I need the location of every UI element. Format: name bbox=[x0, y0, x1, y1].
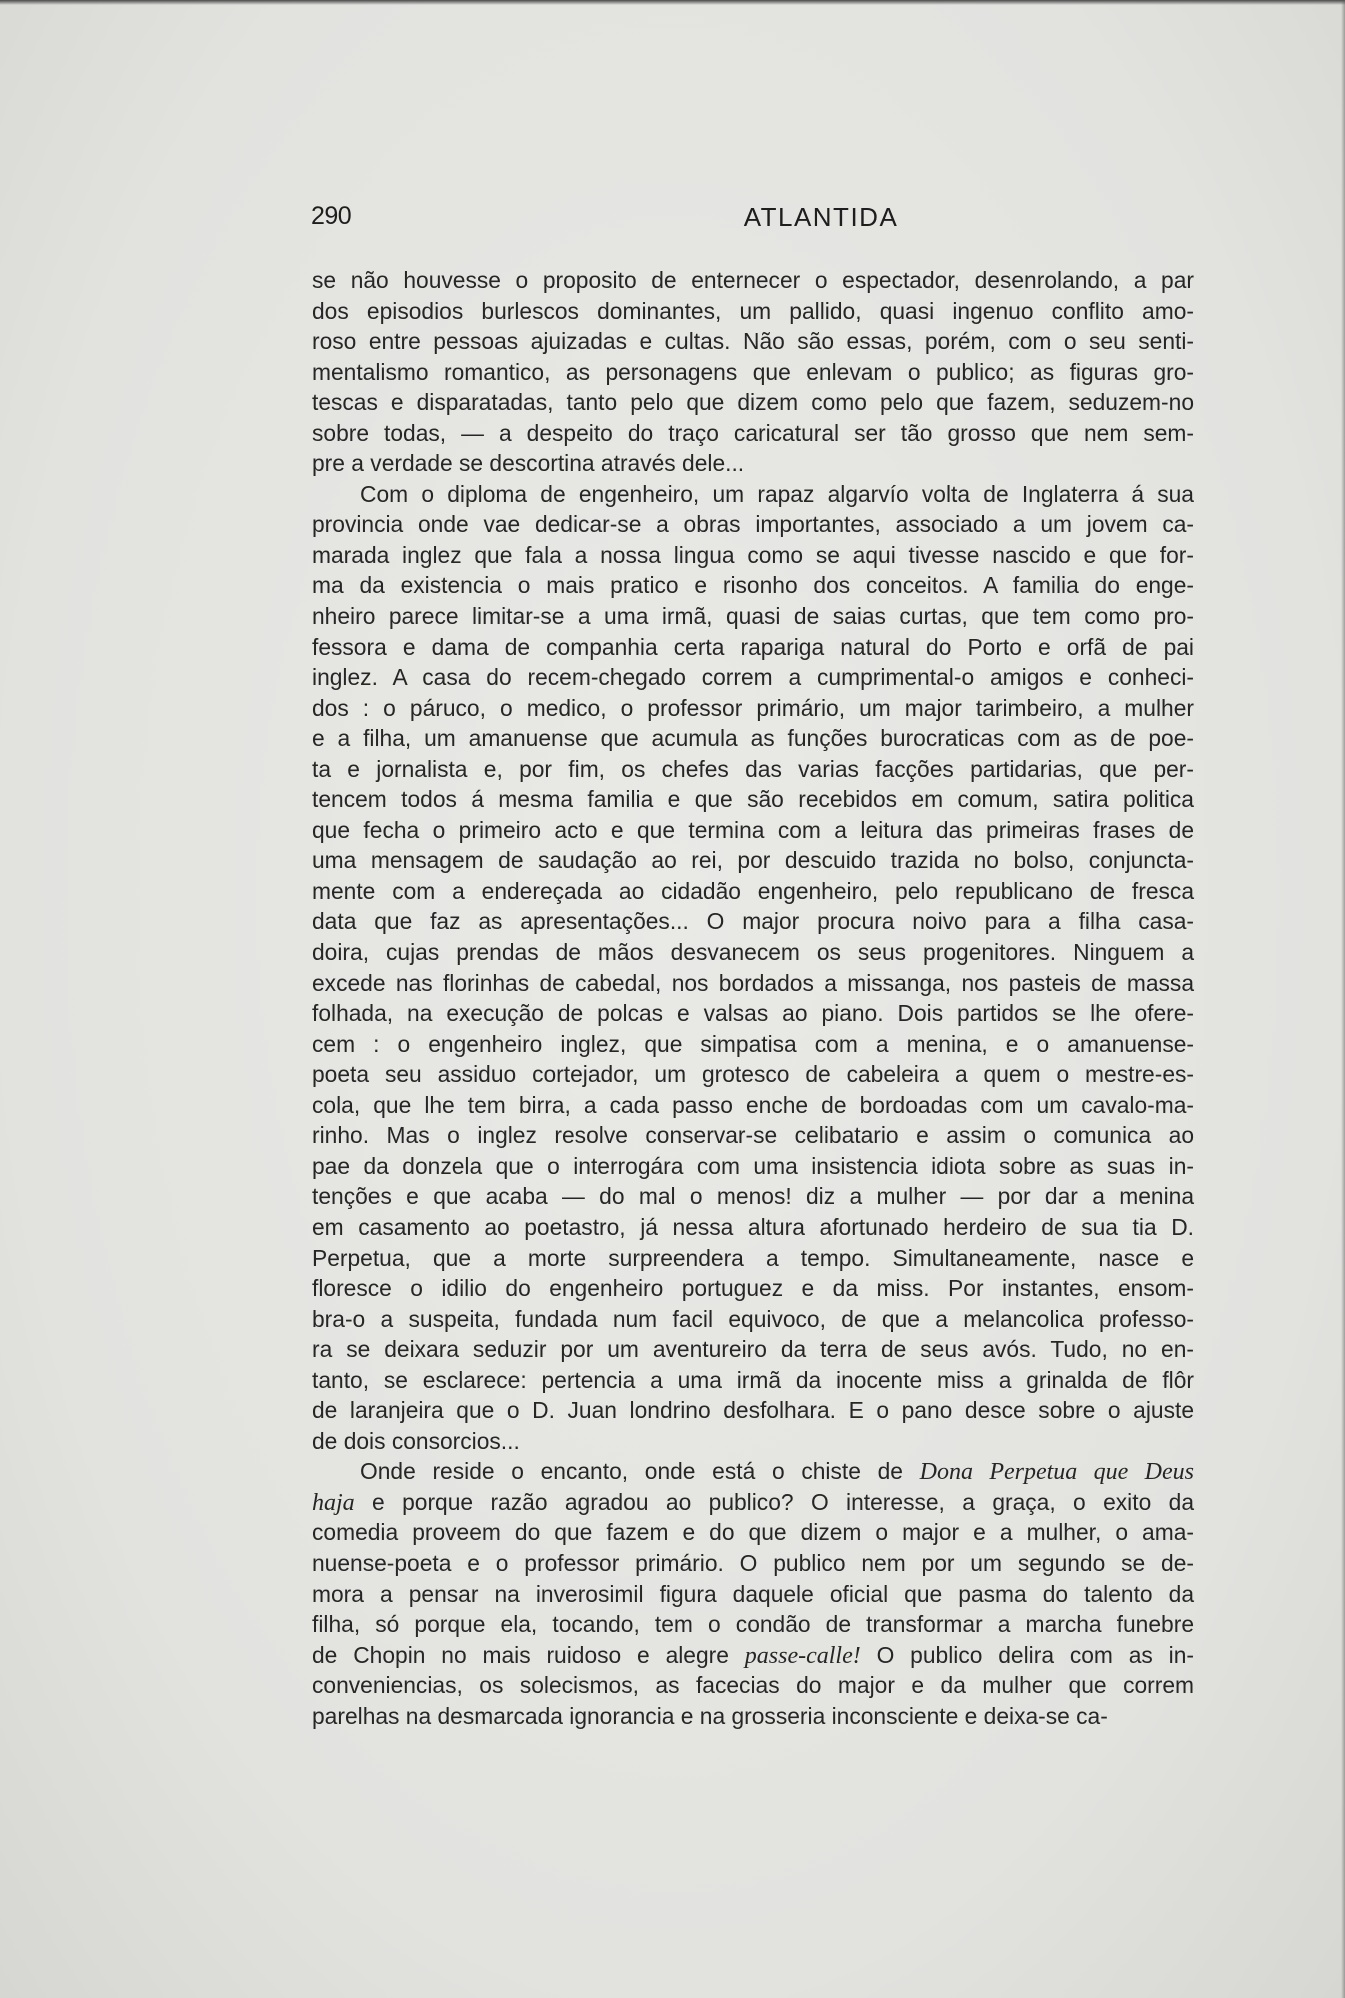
line-text: data que faz as apresentações... O major procura noivo para a filha casa- bbox=[312, 908, 1194, 935]
text-line bbox=[312, 448, 1194, 479]
text-line bbox=[312, 1640, 1194, 1671]
paragraph bbox=[312, 479, 1194, 1457]
text-line bbox=[312, 509, 1194, 540]
text-line bbox=[312, 1120, 1194, 1151]
line-text: rinho. Mas o inglez resolve conservar-se celibatario e assim o comunica ao bbox=[312, 1122, 1194, 1149]
article-body bbox=[312, 265, 1194, 1731]
line-text: que fecha o primeiro acto e que termina com a leitura das primeiras frases de bbox=[312, 816, 1194, 843]
text-line bbox=[312, 998, 1194, 1029]
text-line bbox=[312, 906, 1194, 937]
line-text: tenções e que acaba — do mal o menos! diz a mulher — por dar a menina bbox=[312, 1183, 1194, 1210]
text-line bbox=[312, 632, 1194, 663]
line-text: inglez. A casa do recem-chegado correm a cumprimental-o amigos e conheci- bbox=[312, 664, 1194, 691]
text-line bbox=[312, 1456, 1194, 1487]
line-text: fessora e dama de companhia certa rapariga natural do Porto e orfã de pai bbox=[312, 633, 1194, 660]
line-text: O publico delira com as in- bbox=[860, 1641, 1194, 1668]
line-text: Perpetua, que a morte surpreendera a tempo. Simultaneamente, nasce e bbox=[312, 1244, 1194, 1271]
line-text: tanto, se esclarece: pertencia a uma irmã da inocente miss a grinalda de flôr bbox=[312, 1366, 1194, 1393]
text-line bbox=[312, 1426, 1194, 1457]
text-line bbox=[312, 296, 1194, 327]
text-line bbox=[312, 418, 1194, 449]
text-line bbox=[312, 693, 1194, 724]
line-text: de Chopin no mais ruidoso e alegre bbox=[312, 1641, 745, 1668]
text-line bbox=[312, 1029, 1194, 1060]
line-text: de laranjeira que o D. Juan londrino desfolhara. E o pano desce sobre o ajuste bbox=[312, 1397, 1194, 1424]
line-text: folhada, na execução de polcas e valsas ao piano. Dois partidos se lhe ofere- bbox=[312, 1000, 1194, 1027]
line-text: mora a pensar na inverosimil figura daquele oficial que pasma do talento da bbox=[312, 1580, 1194, 1607]
line-text: sobre todas, — a despeito do traço caricatural ser tão grosso que nem sem- bbox=[312, 419, 1194, 446]
text-line bbox=[312, 540, 1194, 571]
paragraph bbox=[312, 1456, 1194, 1731]
line-text: cola, que lhe tem birra, a cada passo enche de bordoadas com um cavalo-ma- bbox=[312, 1091, 1194, 1118]
text-line bbox=[312, 1670, 1194, 1701]
line-text: tencem todos á mesma familia e que são recebidos em comum, satira politica bbox=[312, 786, 1194, 813]
text-line bbox=[312, 1579, 1194, 1610]
text-line bbox=[312, 1365, 1194, 1396]
text-line bbox=[312, 723, 1194, 754]
line-text: ra se deixara seduzir por um aventureiro da terra de seus avós. Tudo, no en- bbox=[312, 1336, 1194, 1363]
italic-title-text: passe-calle! bbox=[744, 1642, 861, 1669]
line-text: dos episodios burlescos dominantes, um pallido, quasi ingenuo conflito amo- bbox=[312, 297, 1194, 324]
text-line bbox=[312, 570, 1194, 601]
text-line bbox=[312, 1548, 1194, 1579]
text-line bbox=[312, 1243, 1194, 1274]
line-text: marada inglez que fala a nossa lingua como se aqui tivesse nascido e que for- bbox=[312, 541, 1194, 568]
line-text: pae da donzela que o interrogára com uma insistencia idiota sobre as suas in- bbox=[312, 1152, 1194, 1179]
line-text: pre a verdade se descortina através dele... bbox=[312, 450, 745, 477]
line-text: parelhas na desmarcada ignorancia e na grosseria inconsciente e deixa-se ca- bbox=[312, 1702, 1108, 1729]
text-line bbox=[312, 1059, 1194, 1090]
line-text: ta e jornalista e, por fim, os chefes das varias facções partidarias, que per- bbox=[312, 755, 1194, 782]
line-text: provincia onde vae dedicar-se a obras importantes, associado a um jovem ca- bbox=[312, 511, 1194, 538]
text-line bbox=[312, 1304, 1194, 1335]
line-text: floresce o idilio do engenheiro portuguez e da miss. Por instantes, ensom- bbox=[312, 1275, 1194, 1302]
line-text: doira, cujas prendas de mãos desvanecem os seus progenitores. Ninguem a bbox=[312, 939, 1194, 966]
text-line bbox=[312, 1609, 1194, 1640]
italic-title-text: haja bbox=[312, 1489, 355, 1516]
line-text: Onde reside o encanto, onde está o chiste de bbox=[360, 1458, 920, 1485]
line-text: de dois consorcios... bbox=[312, 1427, 520, 1454]
line-text: cem : o engenheiro inglez, que simpatisa com a menina, e o amanuense- bbox=[312, 1030, 1194, 1057]
line-text: ma da existencia o mais pratico e risonho dos conceitos. A familia do enge- bbox=[312, 572, 1194, 599]
line-text: em casamento ao poetastro, já nessa altura afortunado herdeiro de sua tia D. bbox=[312, 1213, 1194, 1240]
line-text: bra-o a suspeita, fundada num facil equivoco, de que a melancolica professo- bbox=[312, 1305, 1194, 1332]
line-text: Com o diploma de engenheiro, um rapaz algarvío volta de Inglaterra á sua bbox=[360, 480, 1194, 507]
line-text: mentalismo romantico, as personagens que enlevam o publico; as figuras gro- bbox=[312, 358, 1194, 385]
line-text: uma mensagem de saudação ao rei, por descuido trazida no bolso, conjuncta- bbox=[312, 847, 1194, 874]
text-line bbox=[312, 1090, 1194, 1121]
text-line bbox=[312, 1273, 1194, 1304]
italic-title-text: Dona Perpetua que Deus bbox=[919, 1459, 1195, 1486]
text-line bbox=[312, 845, 1194, 876]
running-head bbox=[311, 202, 1193, 236]
line-text: tescas e disparatadas, tanto pelo que dizem como pelo que fazem, seduzem-no bbox=[312, 389, 1194, 416]
line-text: nheiro parece limitar-se a uma irmã, quasi de saias curtas, que tem como pro- bbox=[312, 603, 1194, 630]
line-text: poeta seu assiduo cortejador, um grotesco de cabeleira a quem o mestre-es- bbox=[312, 1061, 1194, 1088]
text-line bbox=[312, 1517, 1194, 1548]
line-text: e a filha, um amanuense que acumula as funções burocraticas com as de poe- bbox=[312, 725, 1194, 752]
text-line bbox=[312, 1181, 1194, 1212]
text-line bbox=[312, 1212, 1194, 1243]
text-line bbox=[312, 1395, 1194, 1426]
line-text: dos : o páruco, o medico, o professor primário, um major tarimbeiro, a mulher bbox=[312, 694, 1194, 721]
line-text: filha, só porque ela, tocando, tem o condão de transformar a marcha funebre bbox=[312, 1611, 1194, 1638]
text-line bbox=[312, 754, 1194, 785]
page-right-edge bbox=[1341, 0, 1345, 1998]
text-line bbox=[312, 876, 1194, 907]
text-line bbox=[312, 1487, 1194, 1518]
text-line bbox=[312, 815, 1194, 846]
page-top-shadow bbox=[0, 0, 1345, 5]
line-text: excede nas florinhas de cabedal, nos bordados a missanga, nos pasteis de massa bbox=[312, 969, 1194, 996]
text-line bbox=[312, 1151, 1194, 1182]
line-text: comedia proveem do que fazem e do que dizem o major e a mulher, o ama- bbox=[312, 1519, 1194, 1546]
line-text: e porque razão agradou ao publico? O interesse, a graça, o exito da bbox=[354, 1488, 1194, 1515]
text-line bbox=[312, 937, 1194, 968]
text-line bbox=[312, 968, 1194, 999]
text-line bbox=[312, 662, 1194, 693]
paragraph bbox=[312, 265, 1194, 479]
journal-title: ATLANTIDA bbox=[743, 202, 899, 232]
text-line bbox=[312, 784, 1194, 815]
page-number: 290 bbox=[311, 202, 352, 230]
text-line bbox=[312, 1701, 1194, 1732]
text-line bbox=[312, 357, 1194, 388]
line-text: conveniencias, os solecismos, as facecias do major e da mulher que correm bbox=[312, 1672, 1194, 1699]
line-text: nuense-poeta e o professor primário. O publico nem por um segundo se de- bbox=[312, 1549, 1194, 1576]
line-text: roso entre pessoas ajuizadas e cultas. Não são essas, porém, com o seu senti- bbox=[312, 328, 1194, 355]
text-line bbox=[312, 326, 1194, 357]
text-line bbox=[312, 1334, 1194, 1365]
text-line bbox=[312, 387, 1194, 418]
text-line bbox=[312, 479, 1194, 510]
line-text: se não houvesse o proposito de enternecer o espectador, desenrolando, a par bbox=[312, 267, 1194, 293]
text-line bbox=[312, 601, 1194, 632]
text-line bbox=[312, 265, 1194, 296]
line-text: mente com a endereçada ao cidadão engenheiro, pelo republicano de fresca bbox=[312, 877, 1194, 904]
